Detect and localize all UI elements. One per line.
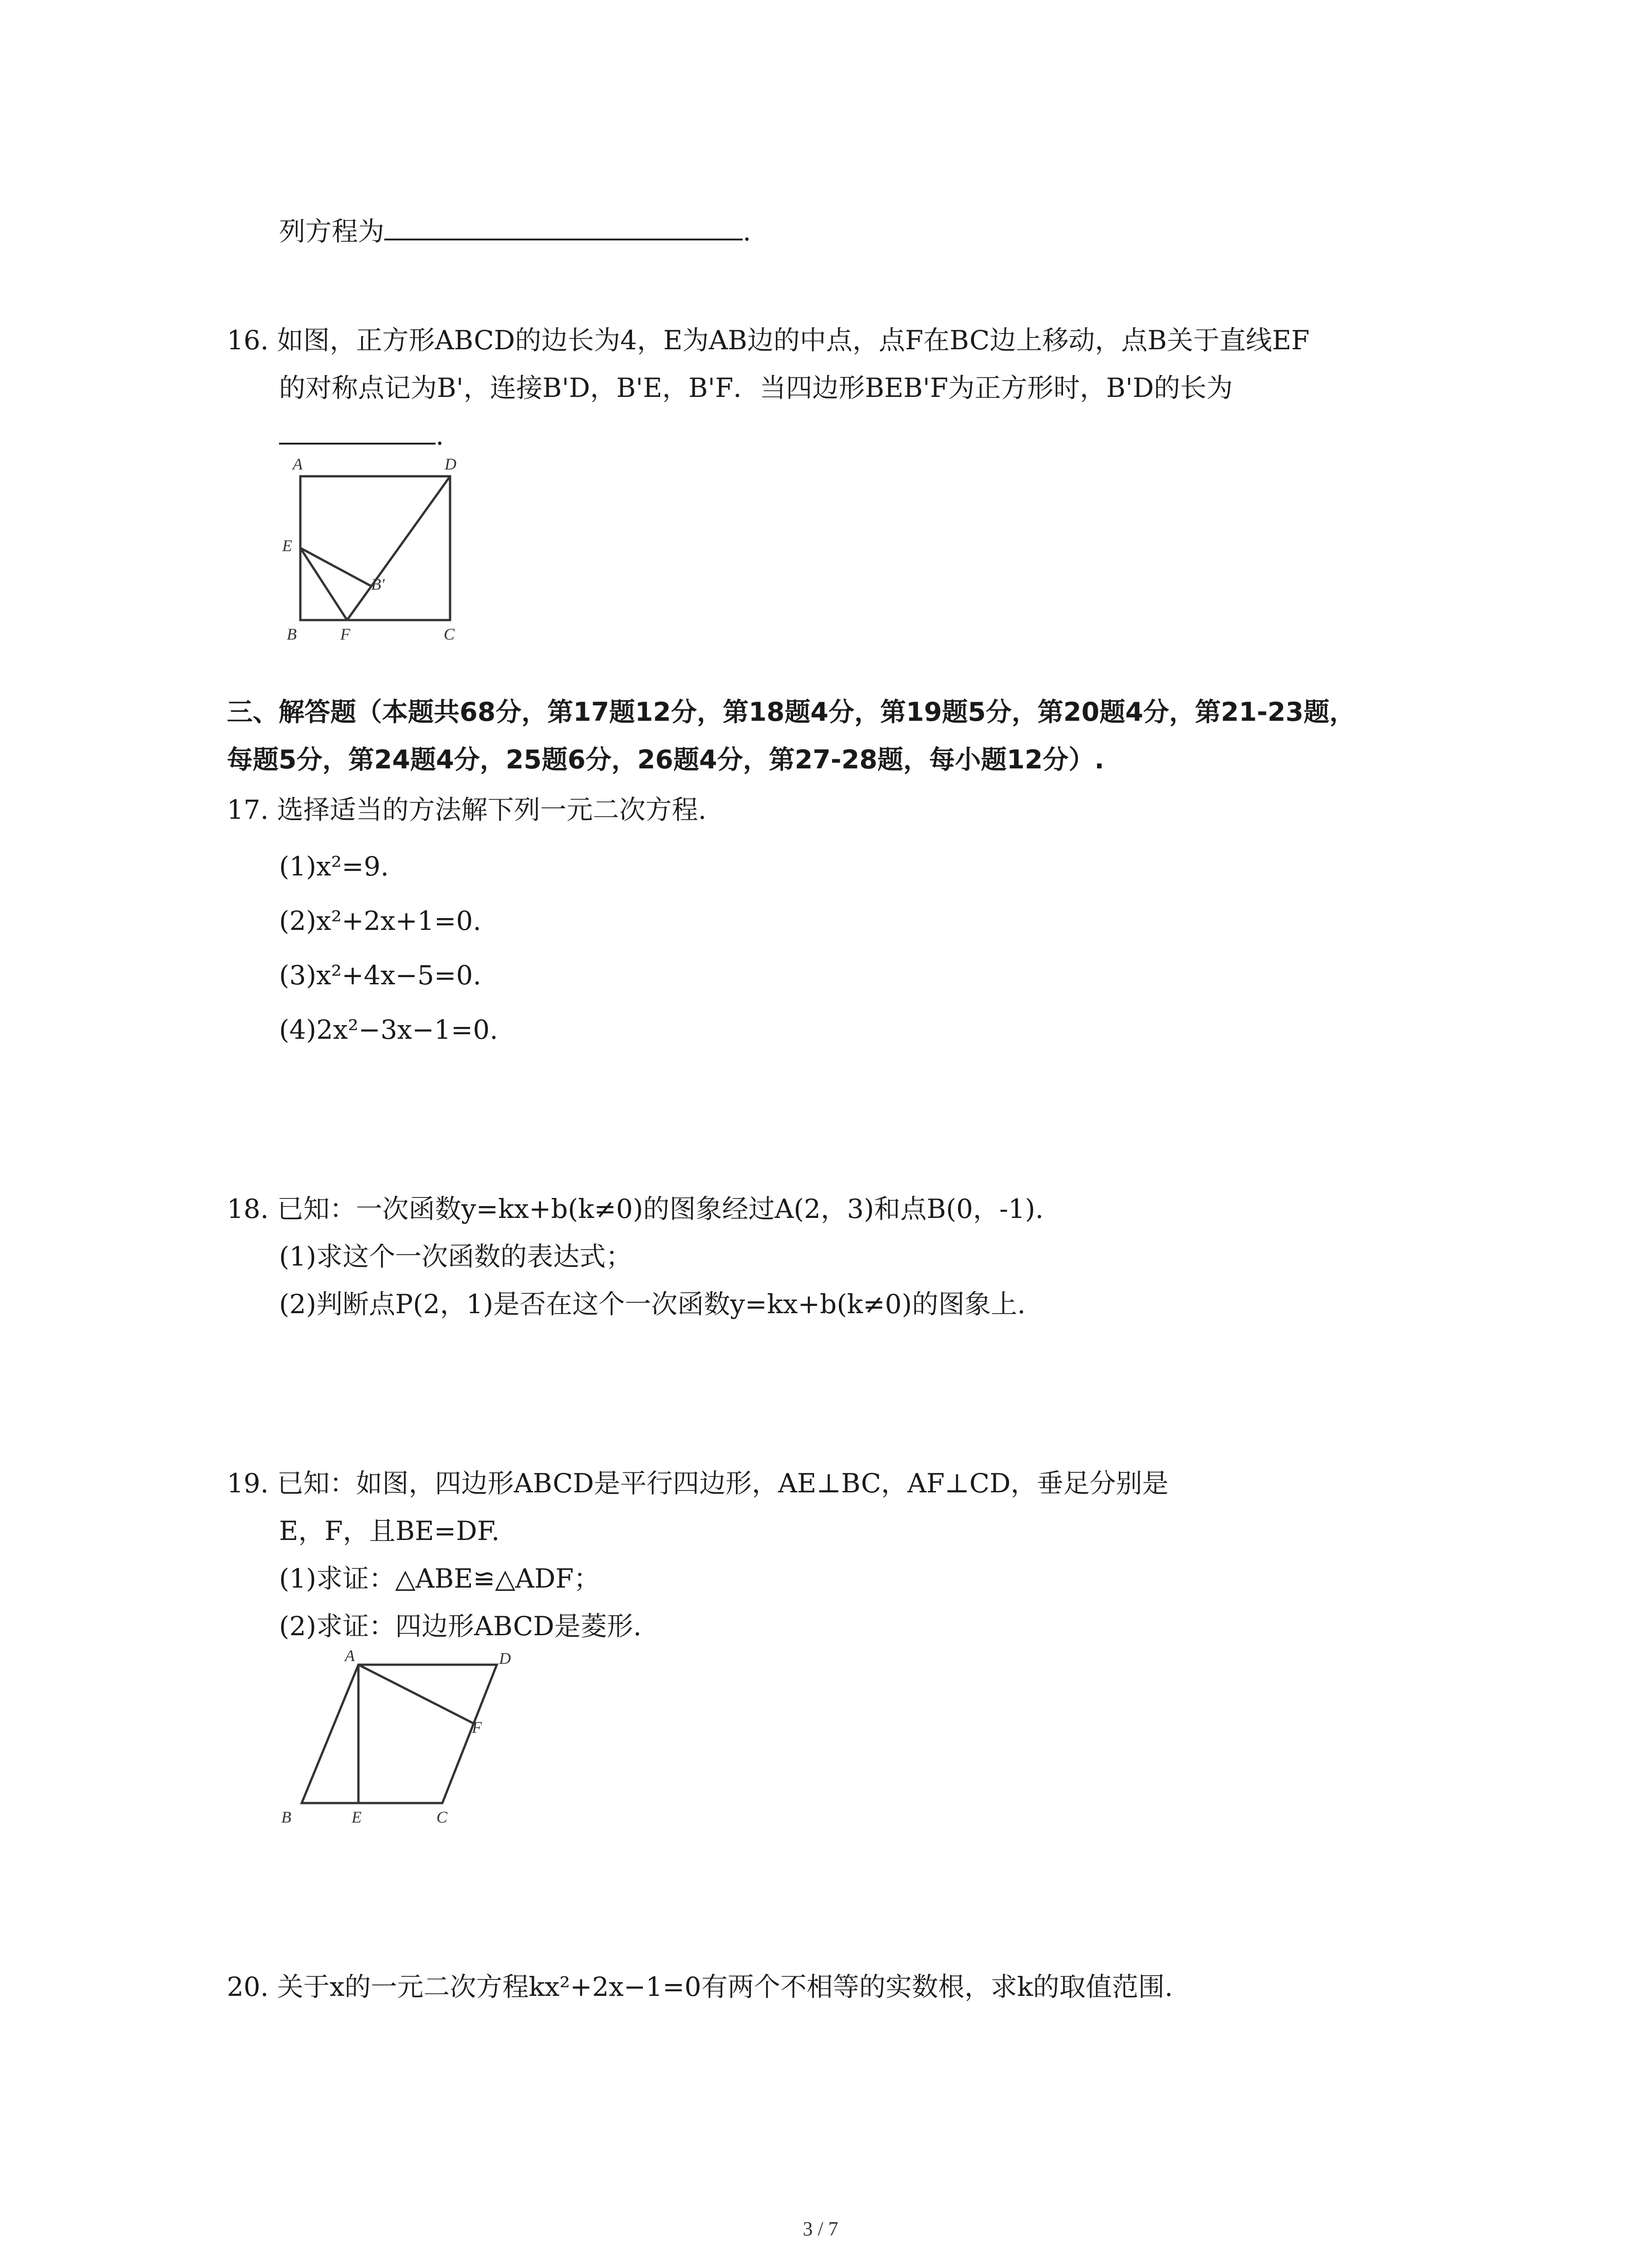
segment-fd (347, 476, 450, 620)
label-d: D (445, 455, 456, 473)
answer-blank[interactable] (279, 434, 436, 445)
q18-stem: 18. 已知：一次函数y=kx+b(k≠0)的图象经过A(2，3)和点B(0，-1). (227, 1193, 1044, 1224)
square-abcd (300, 476, 450, 620)
q19-parallelogram-figure (272, 1642, 526, 1833)
q16-line2: 的对称点记为B'，连接B'D，B'E，B'F．当四边形BEB'F为正方形时，B'D的长为 (279, 372, 1233, 403)
label-b-prime: B' (371, 575, 385, 593)
q16-line1: 16. 如图，正方形ABCD的边长为4，E为AB边的中点，点F在BC边上移动，点B关于直线EF (227, 325, 1310, 356)
q15-tail (279, 213, 751, 249)
answer-blank[interactable] (384, 230, 743, 240)
q16-square-figure (272, 449, 472, 649)
label-b: B (287, 625, 297, 643)
label-f: F (340, 625, 350, 643)
q19-part1: (1)求证：△ABE≌△ADF； (279, 1563, 600, 1594)
section3-heading-line1: 三、解答题（本题共68分，第17题12分，第18题4分，第19题5分，第20题4分，第21-23题， (227, 697, 1356, 727)
q19-line2: E，F，且BE=DF. (279, 1515, 500, 1546)
label-a: A (345, 1647, 355, 1665)
label-e: E (282, 537, 292, 555)
q18-part2: (2)判断点P(2，1)是否在这个一次函数y=kx+b(k≠0)的图象上. (279, 1289, 1026, 1320)
q17-item-2: (2)x²+2x+1=0. (279, 905, 481, 936)
label-e: E (352, 1808, 362, 1826)
q15-period: . (743, 216, 751, 247)
label-c: C (444, 625, 455, 643)
segment-af (358, 1665, 474, 1724)
label-a: A (293, 455, 303, 473)
q20-stem: 20. 关于x的一元二次方程kx²+2x−1=0有两个不相等的实数根，求k的取值范围. (227, 1971, 1173, 2002)
q17-item-1: (1)x²=9. (279, 851, 389, 882)
q15-tail-text: 列方程为 (279, 216, 385, 247)
q17-item-3: (3)x²+4x−5=0. (279, 960, 481, 991)
section3-heading-line2: 每题5分，第24题4分，25题6分，26题4分，第27-28题，每小题12分）. (227, 745, 1104, 775)
segment-eb-prime (300, 548, 371, 586)
segment-ef (300, 548, 347, 620)
q19-part2: (2)求证：四边形ABCD是菱形. (279, 1611, 642, 1642)
label-c: C (436, 1808, 448, 1826)
q16-blank-line (279, 417, 444, 454)
q17-stem: 17. 选择适当的方法解下列一元二次方程. (227, 794, 707, 825)
q18-part1: (1)求这个一次函数的表达式； (279, 1241, 632, 1272)
q19-line1: 19. 已知：如图，四边形ABCD是平行四边形，AE⊥BC，AF⊥CD，垂足分别是 (227, 1468, 1169, 1499)
q16-period: . (436, 420, 444, 451)
label-f: F (472, 1718, 482, 1736)
label-b: B (281, 1808, 291, 1826)
q17-item-4: (4)2x²−3x−1=0. (279, 1014, 498, 1045)
label-d: D (499, 1649, 511, 1667)
page-number: 3 / 7 (803, 2218, 838, 2240)
